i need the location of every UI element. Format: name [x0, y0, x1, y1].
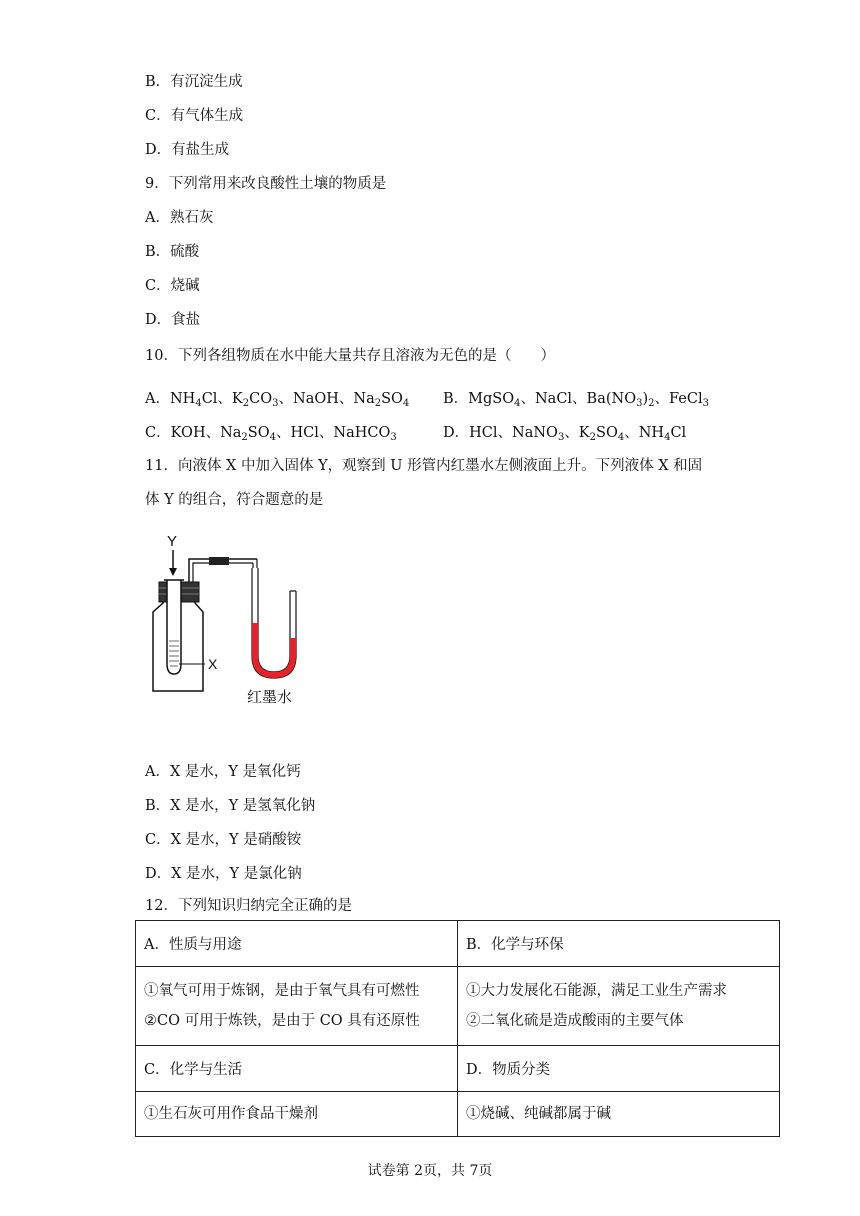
cell-b-line2: ②二氧化硫是造成酸雨的主要气体: [466, 1013, 684, 1029]
cell-d-head: D．物质分类: [458, 1046, 780, 1092]
label-red-ink: 红墨水: [247, 689, 293, 706]
cell-b-line1: ①大力发展化石能源，满足工业生产需求: [466, 983, 727, 999]
q11-option-c: C．X 是水，Y 是硝酸铵: [145, 832, 302, 848]
q10-option-b: B．MgSO$_4$、NaCl、$Ba(NO_3)_2$、FeCl$_3$: [443, 391, 709, 409]
table-row: [136, 967, 780, 1046]
knowledge-table: [135, 920, 780, 1137]
cell-b-head: B．化学与环保: [458, 921, 780, 967]
q9-option-b: B．硫酸: [145, 244, 200, 260]
q11-stem-line1: 11．向液体 X 中加入固体 Y，观察到 U 形管内红墨水左侧液面上升。下列液体 X 和固: [145, 458, 703, 474]
arrow-y-head: [169, 568, 177, 576]
cell-a-body: [136, 967, 458, 1046]
cell-c-line1: ①生石灰可用作食品干燥剂: [136, 1092, 458, 1137]
u-tube-inner: [258, 568, 290, 672]
cell-a-head: A．性质与用途: [136, 921, 458, 967]
rubber-joint: [209, 557, 229, 565]
q11-option-b: B．X 是水，Y 是氢氧化钠: [145, 798, 316, 814]
page-footer: 试卷第 2页，共 7页: [367, 1163, 493, 1179]
table-row: [136, 921, 780, 967]
label-y: Y: [167, 533, 178, 550]
q10-option-a: A．$NH_4Cl$、$K_2CO_3$、NaOH、$Na_2SO_4$: [145, 391, 410, 409]
q9-option-c: C．烧碱: [145, 278, 200, 294]
q11-stem-line2: 体 Y 的组合，符合题意的是: [145, 492, 324, 508]
cell-d-line1: ①烧碱、纯碱都属于碱: [458, 1092, 780, 1137]
q11-option-d: D．X 是水，Y 是氯化钠: [145, 866, 302, 882]
cell-b-body: [458, 967, 780, 1046]
apparatus-diagram: [145, 528, 315, 708]
q9-option-d: D．食盐: [145, 312, 201, 328]
q12-stem: 12．下列知识归纳完全正确的是: [145, 898, 352, 914]
q10-stem: 10．下列各组物质在水中能大量共存且溶液为无色的是（ ）: [145, 348, 555, 364]
q9-option-a: A．熟石灰: [145, 210, 214, 226]
table-row: [136, 1046, 780, 1092]
table-row: [136, 1092, 780, 1137]
q10-option-d: D．HCl、NaNO$_3$、$K_2SO_4$、$NH_4Cl$: [443, 425, 687, 443]
cell-a-line1: ①氧气可用于炼钢，是由于氧气具有可燃性: [144, 983, 420, 999]
q10-option-c: C．KOH、$Na_2SO_4$、HCl、NaHCO$_3$: [145, 425, 397, 443]
q8-option-b: B．有沉淀生成: [145, 74, 243, 90]
q9-stem: 9．下列常用来改良酸性土壤的物质是: [145, 176, 387, 192]
red-ink: [255, 623, 293, 675]
q8-option-d: D．有盐生成: [145, 142, 230, 158]
q11-option-a: A．X 是水，Y 是氧化钙: [145, 764, 301, 780]
cell-a-line2: ②CO 可用于炼铁，是由于 CO 具有还原性: [144, 1013, 420, 1029]
label-x: X: [208, 656, 218, 672]
q8-option-c: C．有气体生成: [145, 108, 244, 124]
cell-c-head: C．化学与生活: [136, 1046, 458, 1092]
test-tube: [167, 580, 181, 674]
